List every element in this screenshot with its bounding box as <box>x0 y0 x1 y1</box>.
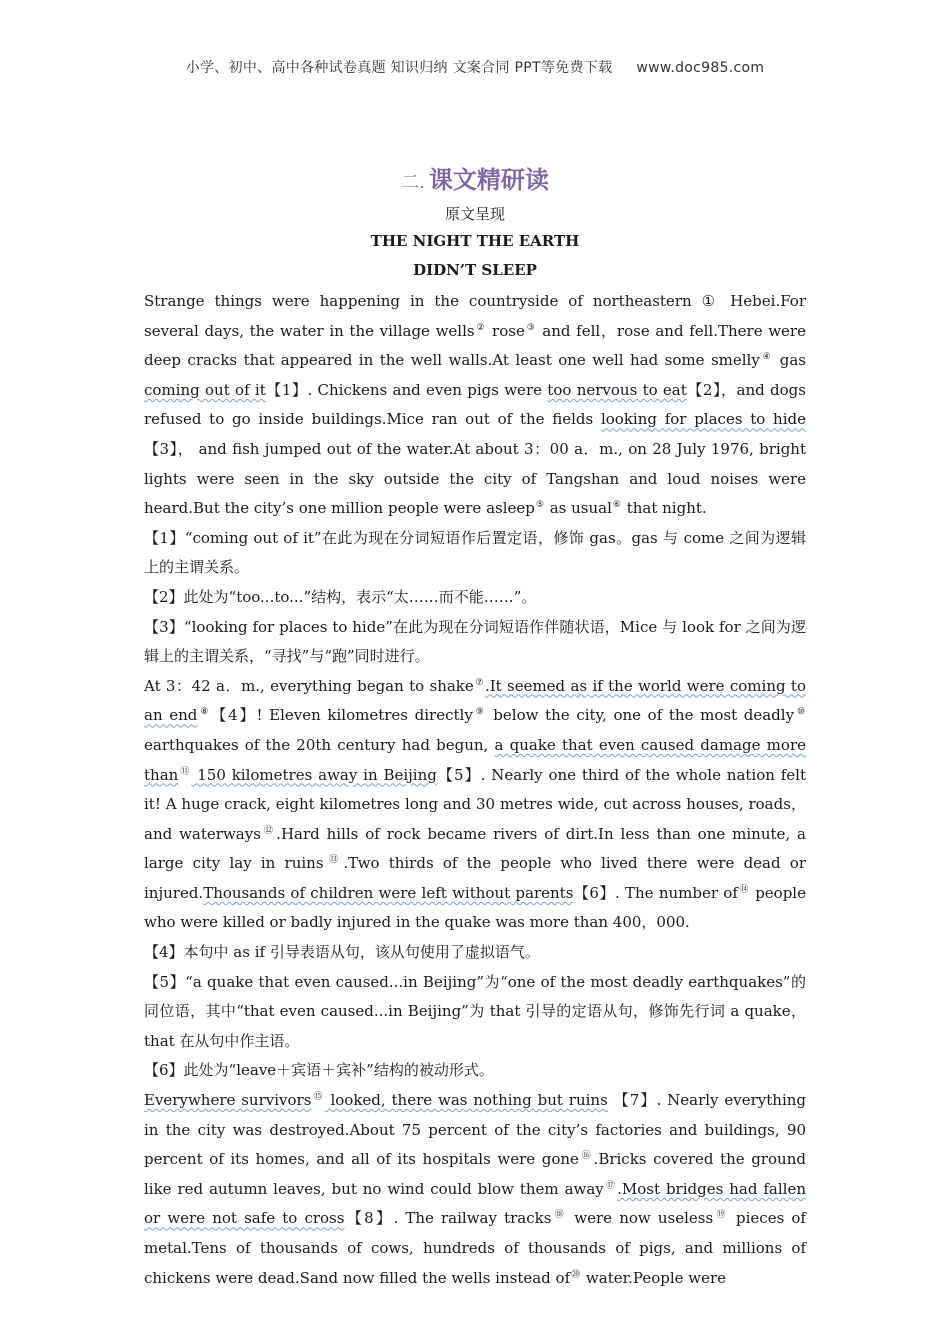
annotated-phrase: a quake that even caused damage more than <box>144 735 806 784</box>
annotated-phrase: Everywhere survivors <box>144 1091 312 1110</box>
header-site-link[interactable]: www.doc985.com <box>636 60 765 76</box>
paragraph-1: Strange things were happening in the countryside of northeastern ① Hebei.For several days, the water in the village wells② rose③ and fell，rose and fell.There were deep cracks that appeared in the well walls.At least one well had some smelly④ gas coming out of it【1】. Chickens and even pigs were too nervous to eat【2】，and dogs refused to go inside buildings.Mice ran out of the fields looking for places to hide【3】， and fish jumped out of the water.At about 3：00 a．m., on 28 July 1976, bright lights were seen in the sky outside the city of Tangshan and loud noises were heard.But the city’s one million people were asleep⑤ as usual⑥ that night. <box>144 292 806 518</box>
annotated-phrase: .Most bridges had fallen or were not safe to cross <box>144 1179 806 1228</box>
header-text: 小学、初中、高中各种试卷真题 知识归纳 文案合同 PPT等免费下载 <box>185 60 613 76</box>
note-4: 【4】本句中 as if 引导表语从句，该从句使用了虚拟语气。 <box>144 943 540 962</box>
annotated-phrase: looking for places to hide <box>600 410 806 429</box>
section-heading <box>0 160 950 195</box>
paragraph-3: Everywhere survivors⑮ looked, there was nothing but ruins 【7】. Nearly everything in the city was destroyed.About 75 percent of the city’s factories and buildings, 90 percent of its homes, and all of its hospitals were gone⑯.Bricks covered the ground like red autumn leaves, but no wind could blow them away⑰.Most bridges had fallen or were not safe to cross【8】. The railway tracks⑱ were now useless⑲ pieces of metal.Tens of thousands of cows, hundreds of thousands of pigs, and millions of chickens were dead.Sand now filled the wells instead of⑳ water.People were <box>144 1091 807 1287</box>
note-marker: 【5】 <box>436 765 481 784</box>
section-number: 二. <box>401 172 425 193</box>
note-2: 【2】此处为“too...to...”结构，表示“太……而不能……”。 <box>144 587 537 606</box>
note-5: 【5】“a quake that even caused...in Beijing”为“one of the most deadly earthquakes”的同位语，其中“that even caused...in Beijing”为 that 引导的定语从句，修饰先行词 a quake，that 在从句中作主语。 <box>144 972 806 1050</box>
note-6: 【6】此处为“leave＋宾语＋宾补”结构的被动形式。 <box>144 1061 494 1080</box>
note-marker: 【8】 <box>344 1209 394 1228</box>
note-3: 【3】“looking for places to hide”在此为现在分词短语作伴随状语，Mice 与 look for 之间为逻辑上的主谓关系，“寻找”与“跑”同时进行。 <box>144 617 806 666</box>
annotated-phrase: Thousands of children were left without parents <box>203 883 574 902</box>
annotated-phrase: looked, there was nothing but ruins <box>324 1091 608 1110</box>
note-marker: 【3】 <box>144 439 178 458</box>
annotated-phrase: coming out of it <box>144 380 266 399</box>
page-header <box>0 57 950 77</box>
section-title: 课文精研读 <box>428 165 549 194</box>
article-title-line1: THE NIGHT THE EARTH <box>370 232 580 250</box>
article-title-line2: DIDN’T SLEEP <box>413 261 537 279</box>
annotated-phrase: too nervous to eat <box>547 380 687 399</box>
note-marker: 【2】 <box>686 380 721 399</box>
annotated-phrase: .It seemed as if the world were coming to an end <box>144 676 806 725</box>
note-marker: 【1】 <box>265 380 308 399</box>
paragraph-2: At 3：42 a．m., everything began to shake⑦.It seemed as if the world were coming to an end⑧【4】! Eleven kilometres directly⑨ below the city, one of the most deadly⑩ earthquakes of the 20th century had begun, a quake that even caused damage more than⑪ 150 kilometres away in Beijing【5】. Nearly one third of the whole nation felt it! A huge crack, eight kilometres long and 30 metres wide, cut across houses, roads，and waterways⑫.Hard hills of rock became rivers of dirt.In less than one minute, a large city lay in ruins⑬.Two thirds of the people who lived there were dead or injured.Thousands of children were left without parents【6】. The number of⑭ people who were killed or badly injured in the quake was more than 400，000. <box>144 676 806 932</box>
note-marker: 【6】 <box>573 883 615 902</box>
note-marker: 【7】 <box>607 1091 657 1110</box>
note-marker: 【4】 <box>211 706 257 725</box>
subtitle: 原文呈现 <box>444 205 505 223</box>
annotated-phrase: 150 kilometres away in Beijing <box>191 765 437 784</box>
article-body <box>144 287 806 1293</box>
note-1: 【1】“coming out of it”在此为现在分词短语作后置定语，修饰 gas。gas 与 come 之间为逻辑上的主谓关系。 <box>144 528 806 577</box>
